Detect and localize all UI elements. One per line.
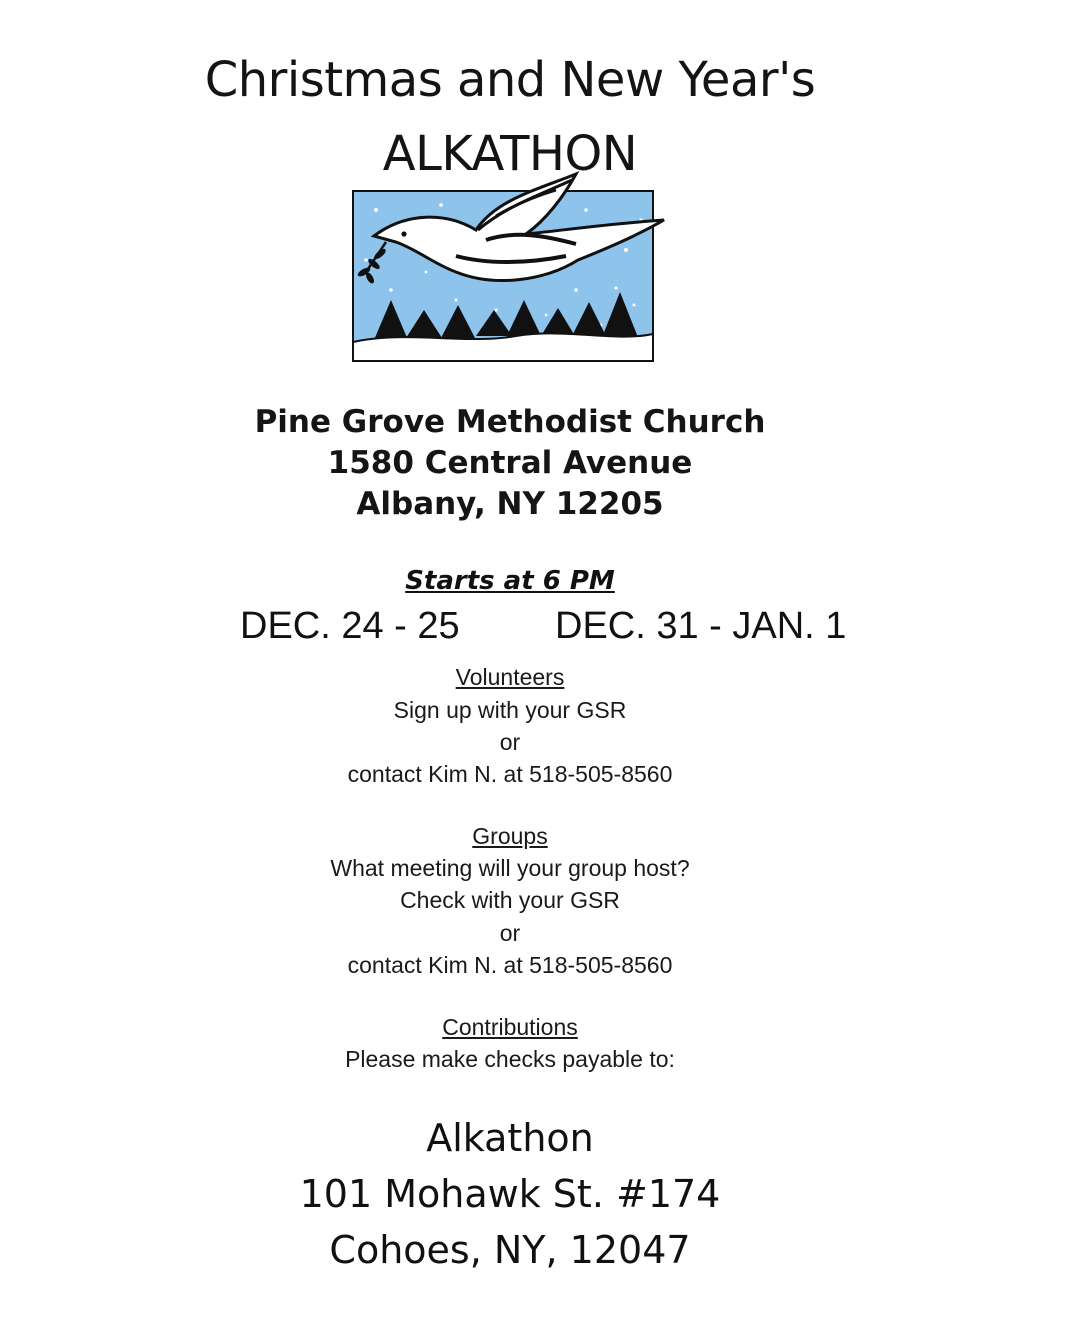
start-time: Starts at 6 PM (405, 566, 615, 596)
payee-city: Cohoes, NY, 12047 (329, 1228, 691, 1272)
volunteers-line-2: or (499, 729, 521, 755)
contributions-line-1: Please make checks payable to: (345, 1046, 675, 1072)
snow-ground (353, 333, 653, 361)
christmas-dates: DEC. 24 - 25 (240, 605, 460, 647)
volunteers-heading: Volunteers (455, 664, 565, 690)
payee-street: 101 Mohawk St. #174 (299, 1172, 721, 1216)
groups-line-1: What meeting will your group host? (330, 855, 690, 881)
new-year-dates: DEC. 31 - JAN. 1 (555, 605, 847, 647)
volunteers-contact: contact Kim N. at 518-505-8560 (347, 761, 673, 787)
venue-city: Albany, NY 12205 (356, 486, 664, 522)
flyer-title-line-2: ALKATHON (382, 126, 638, 182)
payee-name: Alkathon (426, 1116, 594, 1160)
groups-heading: Groups (472, 823, 548, 849)
groups-line-3: or (499, 920, 521, 946)
groups-contact: contact Kim N. at 518-505-8560 (347, 952, 673, 978)
venue-name: Pine Grove Methodist Church (254, 404, 766, 440)
dove-with-olive-branch-icon (346, 160, 676, 366)
flyer-title-line-1: Christmas and New Year's (204, 52, 816, 108)
volunteers-line-1: Sign up with your GSR (393, 697, 627, 723)
contributions-heading: Contributions (442, 1014, 578, 1040)
groups-line-2: Check with your GSR (400, 887, 620, 913)
venue-street: 1580 Central Avenue (327, 445, 693, 481)
